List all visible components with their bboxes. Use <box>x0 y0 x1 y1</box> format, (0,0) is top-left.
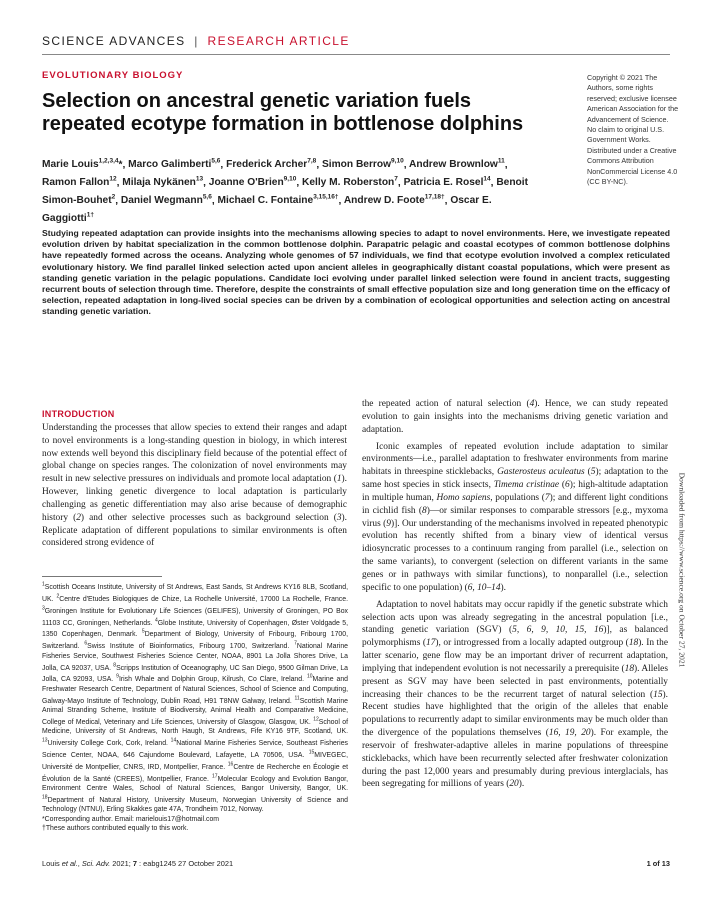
author-name: Joanne O'Brien$^{9,10}$ <box>208 175 297 189</box>
journal-header <box>42 34 350 48</box>
page-number: 1 of 13 <box>646 859 670 868</box>
body-paragraph: the repeated action of natural selection (4). Hence, we can study repeated evolution to gain insights into the mechanisms driving genetic variation and adaptation. <box>362 399 668 435</box>
author-name: Andrew D. Foote$^{17,18\dagger}$ <box>343 193 445 207</box>
article-title: Selection on ancestral genetic variation fuels repeated ecotype formation in bottlenose dolphins <box>42 90 524 135</box>
header-separator: | <box>194 34 199 48</box>
equal-contribution-note: †These authors contributed equally to this work. <box>42 825 189 833</box>
footer-et-al: et al. <box>61 859 78 868</box>
author-name: Simon Berrow$^{9,10}$ <box>321 158 404 171</box>
author-name: Daniel Wegmann$^{5,6}$ <box>120 193 212 207</box>
author-name: Ramon Fallon$^{12}$ <box>42 175 117 189</box>
left-column <box>42 408 347 550</box>
author-name: Benoit Simon-Bouhet$^2$ <box>42 177 529 207</box>
author-name: Andrew Brownlow$^{11}$ <box>409 158 505 171</box>
article-type: RESEARCH ARTICLE <box>207 34 350 48</box>
author-name: Oscar E. Gaggiotti$^{1\dagger}$ <box>42 195 492 225</box>
affiliations <box>42 581 348 834</box>
header-rule <box>42 54 670 55</box>
abstract: Studying repeated adaptation can provide insights into the mechanisms allowing species to adapt to novel environments. Here, we investigate repeated evolution driven by habitat specialization in the common bottlenose dolphin. Parapatric pelagic and coastal ecotypes of common bottlenose dolphins have repeatedly formed across the oceans. Analyzing whole genomes of 57 individuals, we find that ecotype evolution involved a complex reticulated evolutionary history. We find parallel linked selection acted upon ancient alleles in geographically distant coastal populations, which were present as standing genetic variation in the pelagic populations. Candidate loci evolving under parallel linked selection were found in ancient tracts, suggesting recurrent bouts of selection through time. Therefore, despite the constraints of small effective population size and long generation time on the efficacy of selection, repeated adaptation in long-lived social species can be driven by a combination of ecological opportunities and selection acting on ancestral standing genetic variation. <box>42 228 670 317</box>
body-paragraph: Adaptation to novel habitats may occur rapidly if the genetic substrate which selection acts upon was already segregating in the ancestral population [i.e., standing genetic variation (SGV) (5, 6, 9, 10, 15, 16)], as balanced polymorphisms (17), or introgressed from a locally adapted outgroup (18). In the latter scenario, gene flow may be an important driver of recurrent adaptation, implying that independent evolution is not necessarily a prerequisite (18). Alleles present as SGV may have been selected in past environments, potentially increasing their chances to be the recurrent target of natural selection (15). Recent studies have highlighted that the origin of the alleles that enable populations to recurrently adapt to similar environments may be much older than the divergence of the populations themselves (16, 19, 20). For example, the reservoir of freshwater-adaptive alleles in marine populations of threespine sticklebacks, which have been recurrently selected after freshwater colonization during the past 12,000 years and presumably during previous interglacials, has been segregating for millions of years (20). <box>362 599 669 790</box>
download-note-text[interactable]: Downloaded from https://www.science.org on October 27, 2021 <box>677 472 687 668</box>
section-label: EVOLUTIONARY BIOLOGY <box>42 70 184 81</box>
author-name: Kelly M. Roberston$^7$ <box>302 175 398 189</box>
body-paragraph: Understanding the processes that allow species to extend their ranges and adapt to novel environments is a long-standing question in biology, in which interest now extends well beyond this disciplinary field because of the potential effect of global change on species ranges. The colonization of novel environments may result in new selective pressures on individuals and promote local adaptation (1). However, linking genetic divergence to local adaptation is particularly challenging as genetic differentiation may also arise because of demographic history (2) and other selective processes such as background selection (3). Replicate adaptation of different populations to similar environments is often considered strong evidence of <box>42 422 347 549</box>
author-name: Patricia E. Rosel$^{14}$ <box>403 175 491 189</box>
affiliation-list: $^1$Scottish Oceans Institute, University of St Andrews, East Sands, St Andrews KY16 8LB, Scotland, UK. $^2$Centre d'Etudes Biologiques de Chize, La Rochelle Université, 17000 La Rochelle, France. $^3$Groningen Institute for Evolutionary Life Sciences (GELIFES), University of Groningen, PO Box 11103 CC, Groningen, Netherlands. $^4$Globe Institute, University of Copenhagen, Øster Voldgade 5, 1350 Copenhagen, Denmark. $^5$Department of Biology, University of Fribourg, Fribourg 1700, Switzerland. $^6$Swiss Institute of Bioinformatics, Fribourg 1700, Switzerland. $^7$National Marine Fisheries Service, Southwest Fisheries Science Center, NOAA, 8901 La Jolla Shores Drive, La Jolla, CA 92037, USA. $^8$Scripps Institution of Oceanography, UC San Diego, 9500 Gilman Drive, La Jolla, CA 92093, USA. $^9$Irish Whale and Dolphin Group, Kilrush, Co Clare, Ireland. $^{10}$Marine and Freshwater Research Centre, Department of Natural Sciences, School of Science and Computing, Galway-Mayo Institute of Technology, Dublin Road, H91 T8NW Galway, Ireland. $^{11}$Scottish Marine Animal Stranding Scheme, Institute of Biodiversity, Animal Health and Comparative Medicine, College of Medical, Veterinary and Life Sciences, University of Glasgow, Glasgow, UK. $^{12}$School of Medicine, University of St Andrews, North Haugh, St Andrews, Fife KY16 9TF, Scotland, UK. $^{13}$University College Cork, Cork, Ireland. $^{14}$National Marine Fisheries Service, Southeast Fisheries Science Center, NOAA, 646 Cajundome Boulevard, Lafayette, LA 70506, USA. $^{15}$MIVEGEC, Université de Montpellier, CNRS, IRD, Montpellier, France. $^{16}$Centre de Recherche en Écologie et Évolution de la Santé (CREES), Montpellier, France. $^{17}$Molecular Ecology and Evolution Bangor, Environment Centre Wales, School of Natural Sciences, Bangor University, Bangor, UK. $^{18}$Department of Natural History, University Museum, Norwegian University of Science and Technology (NTNU), Erling Skakkes gate 47A, Trondheim 7012, Norway. <box>42 582 349 814</box>
footnote-rule <box>42 576 162 577</box>
footer-year: 2021; <box>110 859 133 868</box>
footer-journal: Sci. Adv. <box>81 859 111 868</box>
copyright-notice: Copyright © 2021 The Authors, some rights reserved; exclusive licensee American Association for the Advancement of Science. No claim to original U.S. Government Works. Distributed under a Creative Commons Attribution NonCommercial License 4.0 (CC BY-NC). <box>587 73 679 187</box>
author-name: Frederick Archer$^{7,8}$ <box>226 158 317 171</box>
page-footer: Louis et al., Sci. Adv. 2021; 7 : eabg1245 27 October 2021 <box>42 859 234 868</box>
author-list: Marie Louis$^{1,2,3,4}$*, Marco Galimberti$^{5,6}$, Frederick Archer$^{7,8}$, Simon Berrow$^{9,10}$, Andrew Brownlow$^{11}$, Ramon Fallon$^{12}$, Milaja Nykänen$^{13}$, Joanne O'Brien$^{9,10}$, Kelly M. Roberston$^7$, Patricia E. Rosel$^{14}$, Benoit Simon-Bouhet$^2$, Daniel Wegmann$^{5,6}$, Michael C. Fontaine$^{3,15,16\dagger}$, Andrew D. Foote$^{17,18\dagger}$, Oscar E. Gaggiotti$^{1\dagger}$ <box>42 158 529 225</box>
introduction-heading: INTRODUCTION <box>42 409 115 419</box>
footer-author: Louis <box>42 859 62 868</box>
journal-name: SCIENCE ADVANCES <box>42 34 186 48</box>
author-name: Marco Galimberti$^{5,6}$ <box>128 158 221 171</box>
author-name: Marie Louis$^{1,2,3,4}$ <box>42 158 119 171</box>
corresponding-author: *Corresponding author. Email: marielouis17@hotmail.com <box>42 815 220 823</box>
author-name: Milaja Nykänen$^{13}$ <box>122 175 204 189</box>
right-column <box>362 398 668 791</box>
download-note[interactable] <box>675 440 689 700</box>
footer-article-id: : eabg1245 27 October 2021 <box>136 859 234 868</box>
footer-volume: 7 <box>132 859 137 868</box>
author-name: Michael C. Fontaine$^{3,15,16\dagger}$ <box>217 193 339 207</box>
body-paragraph: Iconic examples of repeated evolution include adaptation to similar environments—i.e., parallel adaptation to freshwater environments from marine habitats in threespine sticklebacks, Gasterosteus aculeatus (5); adaptation to the same host species in stick insects, Timema cristinae (6); high-altitude adaptation in multiple human, Homo sapiens, populations (7); and different light conditions in cichlid fish (8)—or similar responses to comparable stressors [e.g., myxoma virus (9)]. Our understanding of the mechanisms involved in repeated phenotypic evolution has recently shifted from a binary view of identical versus idiosyncratic processes to a continuum ranging from parallel (i.e., selection on the same variants), to convergent (selection on different variants in the same genes or in pathways with similar functions), to nonparallel (i.e., selection specific to one population) (6, 10–14). <box>362 441 669 593</box>
